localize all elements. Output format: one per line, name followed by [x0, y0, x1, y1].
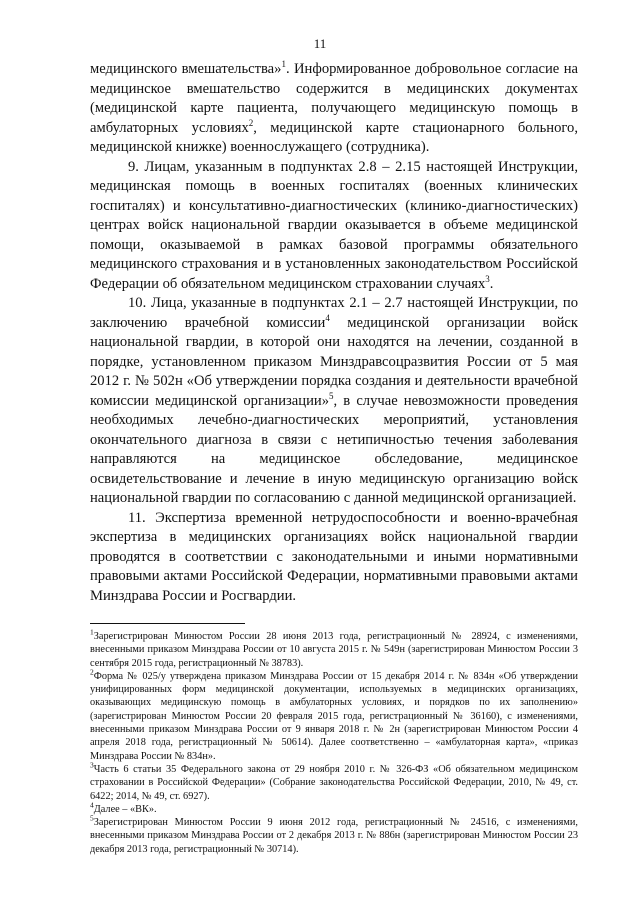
footnote	[90, 800, 578, 816]
footnote-separator	[90, 623, 245, 624]
footnote	[90, 760, 578, 803]
document-body	[90, 60, 578, 606]
paragraph-10	[90, 294, 578, 509]
paragraph-11	[90, 509, 578, 607]
footnote-text: Форма № 025/у утверждена приказом Минздрава России от 15 декабря 2014 г. № 834н «Об утверждении унифицированных форм медицинской документации, используемых в медицинских организациях, оказывающих медицинскую помощь в амбулаторных условиях, и порядков по их заполнению» (зарегистрирован Минюстом России 20 февраля 2015 года, регистрационный № 36160), с изменениями, внесенными приказом Минздрава России от 9 января 2018 г. № 2н (зарегистрирован Минюстом России 4 апреля 2018 года, регистрационный № 50614). Далее соответственно – «амбулаторная карта», «приказ Минздрава России № 834н».	[90, 670, 578, 762]
paragraph-continuation	[90, 60, 578, 158]
paragraph-text: медицинской организации войск национальной гвардии, в которой они находятся на лечении, созданной в порядке, установленном приказом Минздравсоцразвития России от 5 мая 2012 г. № 502н «Об утверждении порядка создания и деятельности врачебной комиссии медицинской организации»	[90, 314, 578, 409]
paragraph-text: медицинского вмешательства»	[90, 61, 282, 77]
footnote-text: Зарегистрирован Минюстом России 28 июня 2013 года, регистрационный № 28924, с изменениями, внесенными приказом Минздрава России от 10 августа 2015 г. № 549н (зарегистрирован Минюстом России 3 сентября 2015 года, регистрационный № 38783).	[90, 631, 578, 669]
paragraph-text: 10. Лица, указанные в подпунктах 2.1 – 2.7 настоящей Инструкции, по заключению врачебной комиссии	[90, 295, 578, 331]
footnote-number: 2	[90, 667, 94, 677]
footnote-ref: 4	[325, 312, 330, 323]
footnote	[90, 667, 578, 763]
footnote	[90, 627, 578, 670]
paragraph-text: , медицинской карте стационарного больного, медицинской книжке) военнослужащего (сотрудника).	[90, 119, 578, 155]
footnote-ref: 3	[485, 273, 490, 284]
page-number: 11	[313, 36, 327, 51]
footnote-number: 1	[90, 627, 94, 637]
footnote	[90, 813, 578, 856]
footnote-text: Часть 6 статьи 35 Федерального закона от 29 ноября 2010 г. № 326-ФЗ «Об обязательном медицинском страховании в Российской Федерации» (Собрание законодательства Российской Федерации, 2010, № 49, ст. 6422; 2014, № 49, ст. 6927).	[90, 763, 578, 802]
footnote-text: Далее – «ВК».	[93, 803, 157, 815]
paragraph-text: . Информированное добровольное согласие на медицинское вмешательство содержится в медицинских документах (медицинской карте пациента, получающего медицинскую помощь в амбулаторных условиях	[90, 61, 578, 136]
footnote-number: 4	[90, 800, 94, 810]
paragraph-9	[90, 158, 578, 295]
footnote-ref: 1	[281, 59, 286, 70]
paragraph-text: .	[489, 275, 494, 292]
paragraph-text: 9. Лицам, указанным в подпунктах 2.8 – 2.15 настоящей Инструкции, медицинская помощь в военных госпиталях (военных клинических госпиталях) и консультативно-диагностических (клинико-диагностических) центрах войск национальной гвардии оказывается в объеме медицинской помощи, оказываемой в рамках базовой программы обязательного медицинского страхования и в установленных законодательством Российской Федерации об обязательном медицинском страховании случаях	[90, 158, 578, 292]
footnote-text: Зарегистрирован Минюстом России 9 июня 2012 года, регистрационный № 24516, с изменениями, внесенными приказом Минздрава России от 2 декабря 2013 г. № 886н (зарегистрирован Минюстом России 23 декабря 2013 года, регистрационный № 30714).	[90, 817, 578, 855]
footnote-number: 3	[90, 760, 94, 770]
footnote-number: 5	[90, 813, 94, 823]
footnote-ref: 2	[248, 117, 254, 128]
paragraph-text: , в случае невозможности проведения необходимых лечебно-диагностических мероприятий, установления окончательного диагноза в связи с нетипичностью течения заболевания направляются на медицинское обследование, медицинское освидетельствование и лечение в иную медицинскую организацию войск национальной гвардии по согласованию с данной медицинской организацией.	[90, 392, 578, 506]
paragraph-text: 11. Экспертиза временной нетрудоспособности и военно-врачебная экспертиза в медицинских организациях войск национальной гвардии проводятся в соответствии с законодательными и иными нормативными правовыми актами Российской Федерации, нормативными правовыми актами Минздрава России и Росгвардии.	[90, 509, 578, 604]
footnotes	[90, 627, 578, 856]
footnote-ref: 5	[329, 390, 334, 401]
